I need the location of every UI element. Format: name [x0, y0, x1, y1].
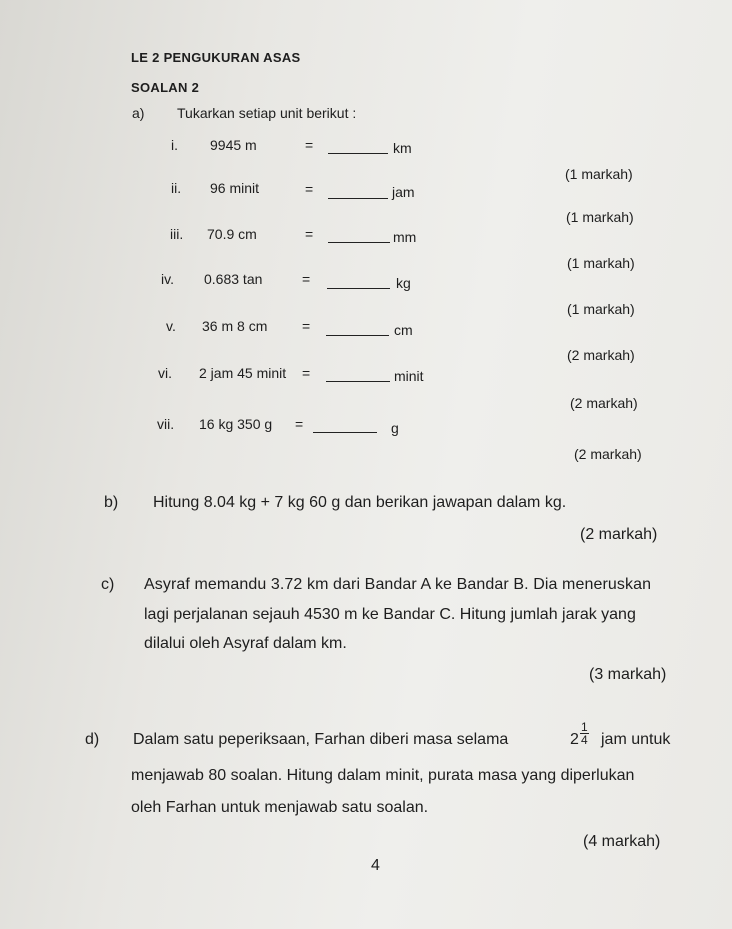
answer-blank[interactable] — [328, 242, 390, 243]
item-unit: jam — [392, 184, 415, 200]
item-number: ii. — [171, 180, 182, 196]
answer-blank[interactable] — [327, 288, 390, 289]
item-marks: (1 markah) — [567, 255, 635, 271]
part-b-label: b) — [104, 494, 119, 511]
item-marks: (2 markah) — [567, 347, 635, 363]
item-number: i. — [171, 137, 178, 153]
part-d-line-1-end: jam untuk — [601, 731, 671, 748]
page-number: 4 — [371, 857, 380, 874]
item-unit: g — [391, 420, 399, 436]
item-expression: 36 m 8 cm — [202, 318, 268, 334]
part-d-line-1: Dalam satu peperiksaan, Farhan diberi masa selama — [133, 731, 509, 748]
answer-blank[interactable] — [313, 432, 377, 433]
item-expression: 16 kg 350 g — [199, 416, 273, 432]
item-number: iv. — [161, 271, 174, 287]
mixed-number-whole: 2 — [570, 731, 579, 748]
page-title: LE 2 PENGUKURAN ASAS — [131, 50, 301, 65]
equals-sign: = — [305, 181, 314, 197]
item-marks: (2 markah) — [570, 395, 638, 411]
equals-sign: = — [295, 416, 304, 432]
item-marks: (1 markah) — [565, 166, 633, 182]
part-c-label: c) — [101, 576, 115, 593]
answer-blank[interactable] — [328, 153, 388, 154]
part-d-label: d) — [85, 731, 100, 748]
fraction-denominator: 4 — [581, 733, 588, 747]
part-c-line-3: dilalui oleh Asyraf dalam km. — [144, 635, 347, 652]
equals-sign: = — [302, 271, 311, 287]
item-marks: (2 markah) — [574, 446, 642, 462]
item-marks: (1 markah) — [567, 301, 635, 317]
item-expression: 96 minit — [210, 180, 260, 196]
part-d-marks: (4 markah) — [583, 833, 661, 850]
item-expression: 0.683 tan — [204, 271, 263, 287]
item-unit: minit — [394, 368, 424, 384]
part-d-line-2: menjawab 80 soalan. Hitung dalam minit, purata masa yang diperlukan — [131, 767, 635, 784]
item-expression: 9945 m — [210, 137, 257, 153]
equals-sign: = — [305, 137, 314, 153]
part-a-label: a) — [132, 105, 145, 121]
item-marks: (1 markah) — [566, 209, 634, 225]
item-unit: km — [393, 140, 412, 156]
answer-blank[interactable] — [328, 198, 388, 199]
item-expression: 2 jam 45 minit — [199, 365, 287, 381]
part-a-instruction: Tukarkan setiap unit berikut : — [177, 105, 357, 121]
part-c-line-2: lagi perjalanan sejauh 4530 m ke Bandar C. Hitung jumlah jarak yang — [144, 606, 636, 623]
equals-sign: = — [302, 365, 311, 381]
part-d-line-3: oleh Farhan untuk menjawab satu soalan. — [131, 799, 429, 816]
part-c-line-1: Asyraf memandu 3.72 km dari Bandar A ke Bandar B. Dia meneruskan — [144, 576, 652, 593]
item-number: v. — [166, 318, 176, 334]
answer-blank[interactable] — [326, 335, 389, 336]
section-title: SOALAN 2 — [131, 80, 200, 95]
mixed-number-fraction — [580, 721, 589, 746]
answer-blank[interactable] — [326, 381, 390, 382]
item-number: iii. — [170, 226, 184, 242]
item-unit: kg — [396, 275, 411, 291]
item-unit: cm — [394, 322, 413, 338]
item-expression: 70.9 cm — [207, 226, 257, 242]
part-b-text: Hitung 8.04 kg + 7 kg 60 g dan berikan jawapan dalam kg. — [153, 494, 567, 511]
item-unit: mm — [393, 229, 417, 245]
part-c-marks: (3 markah) — [589, 666, 667, 683]
equals-sign: = — [305, 226, 314, 242]
item-number: vi. — [158, 365, 172, 381]
fraction-numerator: 1 — [581, 720, 588, 734]
equals-sign: = — [302, 318, 311, 334]
item-number: vii. — [157, 416, 175, 432]
part-b-marks: (2 markah) — [580, 526, 658, 543]
